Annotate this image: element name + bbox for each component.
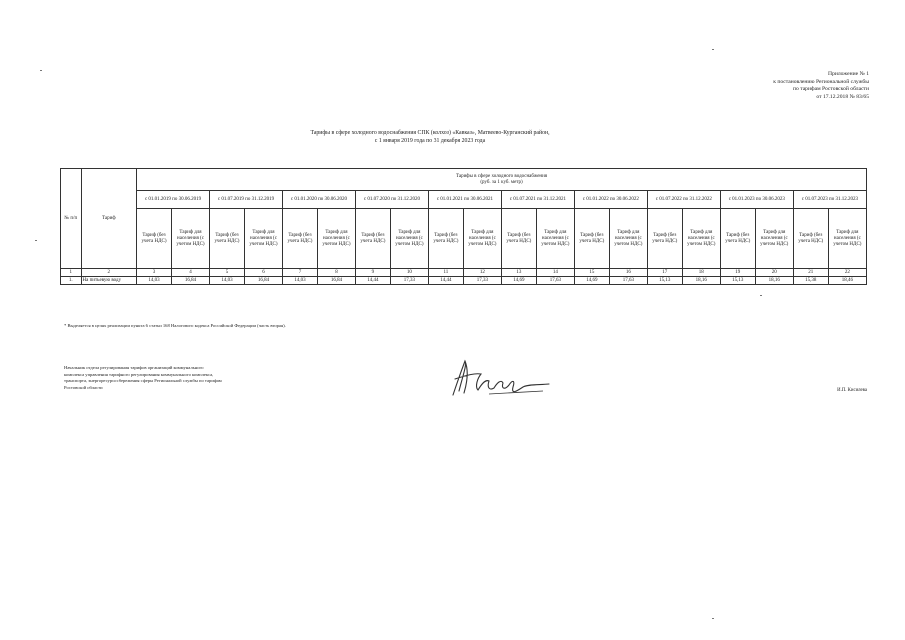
subheader-tariff-no-vat: Тариф (без учета НДС) xyxy=(137,209,172,269)
subheader-tariff-population: Тариф для населения (с учетом НДС) xyxy=(536,209,574,269)
column-number: 18 xyxy=(682,269,720,277)
appendix-line-1: Приложение № 1 xyxy=(828,71,869,77)
column-number: 16 xyxy=(609,269,647,277)
tariff-value-cell: 15,38 xyxy=(793,277,828,285)
appendix-line-3: по тарифам Ростовской области xyxy=(793,86,869,93)
column-number: 8 xyxy=(317,269,355,277)
tariff-table xyxy=(60,168,867,285)
column-number: 15 xyxy=(574,269,609,277)
subheader-row xyxy=(61,209,867,269)
subheader-tariff-no-vat: Тариф (без учета НДС) xyxy=(210,209,245,269)
column-number: 13 xyxy=(501,269,536,277)
tariff-value-cell: 14,03 xyxy=(282,277,317,285)
title-line-1: Тарифы в сфере холодного водоснабжения СПК (колхоз) «Кавказ», Матвеево-Курганский район, xyxy=(310,130,550,136)
handwritten-signature xyxy=(445,357,555,402)
period-header: с 01.01.2019 по 30.06.2019 xyxy=(137,191,210,209)
subheader-tariff-population: Тариф для населения (с учетом НДС) xyxy=(609,209,647,269)
header-tariff: Тариф xyxy=(81,169,137,269)
subheader-tariff-population: Тариф для населения (с учетом НДС) xyxy=(682,209,720,269)
column-number: 17 xyxy=(647,269,682,277)
column-number: 21 xyxy=(793,269,828,277)
column-number: 2 xyxy=(81,269,137,277)
tariff-value-cell: 17,33 xyxy=(463,277,501,285)
subheader-tariff-no-vat: Тариф (без учета НДС) xyxy=(282,209,317,269)
period-header: с 01.07.2021 по 31.12.2021 xyxy=(501,191,574,209)
signatory-position xyxy=(64,365,294,391)
column-number: 19 xyxy=(720,269,755,277)
period-header: с 01.01.2023 по 30.06.2023 xyxy=(720,191,793,209)
subheader-tariff-population: Тариф для населения (с учетом НДС) xyxy=(317,209,355,269)
column-number: 1 xyxy=(61,269,82,277)
header-group-line-2: (руб. за 1 куб. метр) xyxy=(480,179,523,185)
tariff-value-cell: 14,69 xyxy=(574,277,609,285)
column-number-row xyxy=(61,269,867,277)
column-number: 7 xyxy=(282,269,317,277)
subheader-tariff-population: Тариф для населения (с учетом НДС) xyxy=(755,209,793,269)
tariff-value-cell: 17,33 xyxy=(390,277,428,285)
title-line-2: с 1 января 2019 года по 31 декабря 2023 года xyxy=(374,137,486,144)
tariff-value-cell: 18,46 xyxy=(828,277,866,285)
column-number: 10 xyxy=(390,269,428,277)
subheader-tariff-population: Тариф для населения (с учетом НДС) xyxy=(828,209,866,269)
column-number: 3 xyxy=(137,269,172,277)
scan-speck xyxy=(40,70,42,71)
column-number: 9 xyxy=(355,269,390,277)
scan-speck xyxy=(760,295,762,296)
appendix-line-4: от 17.12.2018 № 83/65 xyxy=(816,93,869,100)
column-number: 22 xyxy=(828,269,866,277)
column-number: 20 xyxy=(755,269,793,277)
period-header: с 01.01.2022 по 30.06.2022 xyxy=(574,191,647,209)
tariff-value-cell: 18,16 xyxy=(682,277,720,285)
signer-name: И.П. Кисилева xyxy=(837,388,867,393)
tariff-value-cell: 15,13 xyxy=(720,277,755,285)
column-number: 11 xyxy=(428,269,463,277)
signatory-line-2: комплекса управления тарифного регулирования коммунального комплекса, xyxy=(64,371,214,377)
column-number: 5 xyxy=(210,269,245,277)
period-header: с 01.07.2020 по 31.12.2020 xyxy=(355,191,428,209)
tariff-value-cell: 16,84 xyxy=(317,277,355,285)
subheader-tariff-no-vat: Тариф (без учета НДС) xyxy=(355,209,390,269)
subheader-tariff-population: Тариф для населения (с учетом НДС) xyxy=(390,209,428,269)
table-row xyxy=(61,277,867,285)
tariff-value-cell: 14,69 xyxy=(501,277,536,285)
signatory-line-4: Ростовской области xyxy=(64,384,103,390)
subheader-tariff-no-vat: Тариф (без учета НДС) xyxy=(720,209,755,269)
subheader-tariff-no-vat: Тариф (без учета НДС) xyxy=(793,209,828,269)
tariff-value-cell: 18,16 xyxy=(755,277,793,285)
header-group-line-1: Тарифы в сфере холодного водоснабжения xyxy=(455,173,548,179)
row-tariff-name: На питьевую воду xyxy=(81,277,137,285)
header-group xyxy=(137,169,867,191)
subheader-tariff-no-vat: Тариф (без учета НДС) xyxy=(428,209,463,269)
subheader-tariff-no-vat: Тариф (без учета НДС) xyxy=(647,209,682,269)
column-number: 14 xyxy=(536,269,574,277)
column-number: 6 xyxy=(244,269,282,277)
subheader-tariff-population: Тариф для населения (с учетом НДС) xyxy=(171,209,209,269)
tariff-value-cell: 17,63 xyxy=(536,277,574,285)
tariff-value-cell: 14,44 xyxy=(428,277,463,285)
tariff-value-cell: 14,44 xyxy=(355,277,390,285)
tariff-value-cell: 16,84 xyxy=(244,277,282,285)
header-number: № п/п xyxy=(61,169,82,269)
period-header: с 01.07.2023 по 31.12.2023 xyxy=(793,191,866,209)
scan-speck xyxy=(712,49,714,50)
period-header: с 01.07.2022 по 31.12.2022 xyxy=(647,191,720,209)
column-number: 4 xyxy=(171,269,209,277)
tariff-value-cell: 15,13 xyxy=(647,277,682,285)
row-number: 1. xyxy=(61,277,82,285)
period-header: с 01.01.2021 по 30.06.2021 xyxy=(428,191,501,209)
tariff-value-cell: 14,03 xyxy=(210,277,245,285)
signatory-line-1: Начальник отдела регулирования тарифов организаций коммунального xyxy=(64,365,204,370)
tariff-value-cell: 16,84 xyxy=(171,277,209,285)
period-header: с 01.01.2020 по 30.06.2020 xyxy=(282,191,355,209)
subheader-tariff-population: Тариф для населения (с учетом НДС) xyxy=(244,209,282,269)
document-title xyxy=(220,130,640,145)
subheader-tariff-no-vat: Тариф (без учета НДС) xyxy=(501,209,536,269)
tariff-value-cell: 17,63 xyxy=(609,277,647,285)
tariff-value-cell: 14,03 xyxy=(137,277,172,285)
period-header: с 01.07.2019 по 31.12.2019 xyxy=(210,191,283,209)
signatory-line-3: транспорта, энергоресурсосбережения сферы Региональной службы по тарифам xyxy=(64,378,222,384)
scan-speck xyxy=(35,240,37,241)
appendix-line-2: к постановлению Региональной службы xyxy=(773,78,869,85)
period-header-row xyxy=(61,191,867,209)
appendix-block xyxy=(669,71,869,101)
column-number: 12 xyxy=(463,269,501,277)
subheader-tariff-population: Тариф для населения (с учетом НДС) xyxy=(463,209,501,269)
subheader-tariff-no-vat: Тариф (без учета НДС) xyxy=(574,209,609,269)
footnote: * Выделяется в целях реализации пункта 6 статьи 168 Налогового кодекса Российской Федерации (часть вторая). xyxy=(64,323,286,328)
scan-speck xyxy=(712,618,714,619)
